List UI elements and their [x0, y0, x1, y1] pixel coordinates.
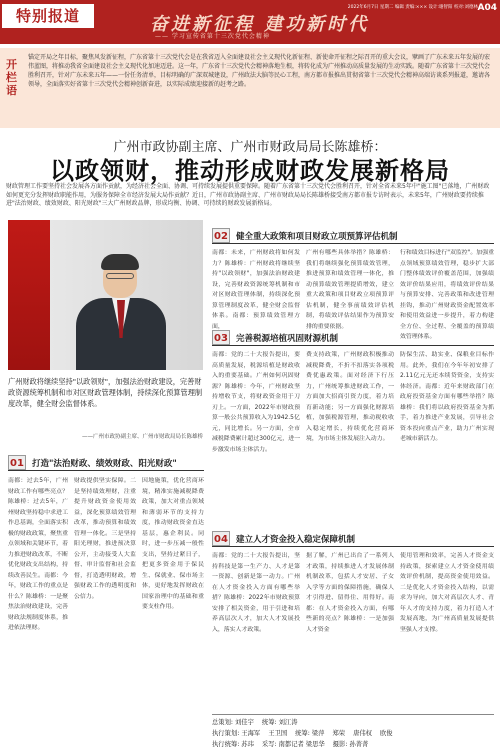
page-number: A04 [477, 3, 497, 13]
photo-caption: 广州财政将继续坚持"以政领财"，加强法治财政建设，完善财政资源统筹机制和市对区财政管理体制，持续深化预算管理制度改革，健全财会监督体系。 [8, 377, 203, 408]
section-04-column-3: 使用管理和效率，完善人才资金支持政策，探索建立人才资金使用绩效评价机制，提高资金使用效益。二是优化人才资金投入结构，以需求为导向，加大对高层次人才、青年人才的支持力度，着力打造人才发展高地，为广州高质量发展提供坚强人才支撑。 [400, 553, 494, 633]
credits-line-3 [212, 739, 494, 750]
footer-divider [212, 714, 494, 715]
section-header-01 [8, 455, 204, 471]
flag-backdrop [8, 220, 50, 370]
credit-item: 统筹: 梁萍 [295, 730, 325, 737]
section-04-column-1: 南都：党的二十大报告提出，坚持科技是第一生产力、人才是第一资源、创新是第一动力。广州在人才资金投入方面有哪些举措？陈雄桥：2022年市财政预算安排了相关资金，用于引进和培养高层次人才，加大人才发展投入，落实人才政策。 [212, 553, 300, 633]
section-tag: 特别报道 [2, 4, 94, 28]
credit-item: 欧俊 [379, 730, 393, 737]
headline-pretitle: 广州市政协副主席、广州市财政局局长陈雄桥： [113, 140, 387, 155]
section-number: 04 [212, 531, 230, 546]
section-02-column-2: 广州有哪些具体举措？陈雄桥：我们将继续强化预算绩效管理，推进预算和绩效管理一体化，推动预算绩效管理提质增效，建立重大政策和项目财政立项预算评估机制，健全事前绩效评估机制，将绩效评估结果作为预算安排的重要依据。 [306, 250, 394, 330]
credit-item: 采写: 南都记者 梁思华 [261, 741, 325, 748]
banner-title: 奋进新征程 建功新时代 [150, 14, 370, 35]
section-04-column-2: 据了解，广州已出台了一系列人才政策，持续推进人才发展体制机制改革，包括人才安居、子女入学等方面的保障措施，确保人才引得进、留得住、用得好。南都：在人才资金投入方面，有哪些新的亮点？陈雄桥：一是加强人才资金 [306, 553, 394, 633]
photo-credit: ——广州市政协副主席、广州市财政局局长陈雄桥 [81, 434, 203, 440]
credits-line-2 [212, 728, 494, 739]
section-header-02 [212, 228, 494, 244]
section-03-column-1: 南都：党的二十大报告提出，要高质量发展，税源培植是财政收入的重要基础。广州如何巩固财源？陈雄桥：今年，广州财政坚持增收节支，将财政资金用于刀刃上。一方面，2022年市财政预算一般公共预算收入为1942.5亿元，同比增长。另一方面，全市减税降费累计超过300亿元，进一步激发市场主体活力。 [212, 352, 300, 453]
section-03-column-3: 防保生活、助实业、保粮业目标作用。此外，我们在今年年初安排了2.11亿元无还本续贷资金，支持实体经济。南都：近年来财政部门在政府投资基金方面有哪些举措？陈雄桥：我们将以政府投资基金为抓手，着力推进产业发展，引导社会资本投向重点产业，助力广州实现老城市新活力。 [400, 352, 494, 442]
section-title: 建立人才资金投入稳定保障机制 [236, 535, 356, 545]
credit-item: 王卫国 [268, 730, 288, 737]
credit-item: 统筹: 刘江涛 [261, 719, 298, 726]
column-intro-text: 锚定开局之年目标，聚焦风发新征程，广东省第十三次党代会是在我省迈入全面建设社会主义现代化新征程、新使命开征程之际召开的重大会议，擘画了广东未来五年发展的宏伟蓝图，将推动我省全面建设社会主义现代化加速迈进。这一年，广东省十三次党代会精神落地生根，将转化成为广州推动高质量发展的生动实践。随着广东省第十三次党代会胜利召开，针对广东未来五年——一份任务清单，目标明确的广深双城建设，广州政法大脑等民心工程，南方都市报推出贯彻省第十三次党代会精神高端访谈系列报道，邀请各领导，全面落实好省第十三次党代会精神创新奋进，以实际成绩迎接新的赶考之路。 [28, 54, 491, 88]
credit-item: 郑荣 [332, 730, 346, 737]
credit-item: 唐伟权 [353, 730, 372, 737]
section-01-column-1: 南都：过去5年，广州财政工作有哪些亮点？陈雄桥：过去5年，广州财政坚持稳中求进工作总基调，全面落实积极的财政政策，聚焦重点领域和关键环节，着力推进财政改革，不断优化财政支出结构，持续改善民生。南都：今年，财政工作的重点是什么？陈雄桥：一是聚焦法治财政建设，完善财政法规制度体系，推进依法理财。 [8, 478, 68, 631]
headline-intro: 财政管理工作要坚持社会发展各方面作贡献，为经济社会全面、协调、可持续发展提供重要保障。随着广东省第十三次党代会胜利召开，针对全省未来5年中"施工图"已落地，广州财政如何更充分发挥财政职能作用，为服务保障全市经济发展大局作贡献？近日，广州市政协副主席、广州市财政局局长陈雄桥接受南方都市报专访时表示，未来5年，广州财政要持续推进"法治财政、绩效财政、阳光财政"三大广州财政品牌，形成均衡、协调、可持续的财政发展新格局。 [6, 183, 490, 207]
section-title: 完善税源培植巩固财源机制 [236, 334, 339, 344]
credit-item: 摄影: 孙菁菁 [332, 741, 369, 748]
section-03-column-2: 费支持政策，广州财政积极推动减税降费，不折不扣落实各项税费优惠政策。面对经济下行压力，广州统筹推进财政工作，一方面加大招商引资力度，着力培育新动能；另一方面强化财源培植，加强税源管理，推动税收收入稳定增长，持续优化营商环境，为市场主体发展注入动力。 [306, 352, 394, 442]
section-02-column-3: 行和绩效目标进行"双监控"。加强重点领域预算绩效管理，稳步扩大部门整体绩效评价覆盖范围，加强绩效评价结果应用，将绩效评价结果与预算安排、完善政策和改进管理挂钩，推动广州财政资金配置效率和使用效益进一步提升，着力构建全方位、全过程、全覆盖的预算绩效管理体系。 [400, 250, 494, 340]
section-number: 02 [212, 228, 230, 243]
credit-item: 执行策划: 王海军 [212, 730, 261, 737]
credit-item: 执行统筹: 苏玮 [212, 741, 254, 748]
section-header-04 [212, 531, 494, 547]
page-banner [0, 0, 500, 44]
banner-subtitle: —— 学习宣传省第十三次党代会精神 [155, 33, 270, 40]
section-number: 01 [8, 455, 26, 470]
column-intro-box [0, 48, 500, 128]
person-glasses [106, 273, 134, 279]
issue-meta: 2022年6月7日 星期二 编辑 责编:××× 设计:谢智阳 校对:刘德林 [347, 5, 478, 10]
section-header-03 [212, 330, 494, 346]
person-hair [101, 254, 139, 270]
section-01-column-2: 财政提供坚实保障。二是坚持绩效理财，注重提升财政资金使用效益，深化预算绩效管理改革，推动预算和绩效管理一体化。三是坚持阳光理财，推进预决算公开，主动接受人大监督、审计监督和社会监督，打造透明财政，增强财政工作的透明度和公信力。 [74, 478, 136, 600]
section-title: 打造"法治财政、绩效财政、阳光财政" [32, 459, 177, 469]
headline-title: 以政领财，推动形成财政发展新格局 [50, 157, 450, 185]
credits-line-1 [212, 717, 494, 728]
section-number: 03 [212, 330, 230, 345]
portrait-photo [8, 220, 203, 370]
section-title: 健全重大政策和项目财政立项预算评估机制 [236, 232, 398, 242]
credit-item: 总策划: 刘佳宇 [212, 719, 254, 726]
column-intro-label: 开栏语 [6, 58, 17, 97]
section-01-column-3: 因地施策，优化营商环境，精准实施减税降费政策，加大对重点领域和薄弱环节的支持力度，推动财政资金直达基层，惠企利民。同时，进一步压减一般性支出，坚持过紧日子，把更多资金用于保民生、保就业、保市场主体，更好地发挥财政在国家治理中的基础和重要支柱作用。 [142, 478, 204, 610]
credits-footer [212, 717, 494, 750]
section-02-column-1: 南都：未来，广州财政将如何发力？陈雄桥：广州财政将继续坚持"以政领财"，加强法治财政建设，完善财政资源统筹机制和市对区财政管理体制，持续深化预算管理制度改革，健全财会监督体系。南都：预算绩效管理方面， [212, 250, 300, 330]
